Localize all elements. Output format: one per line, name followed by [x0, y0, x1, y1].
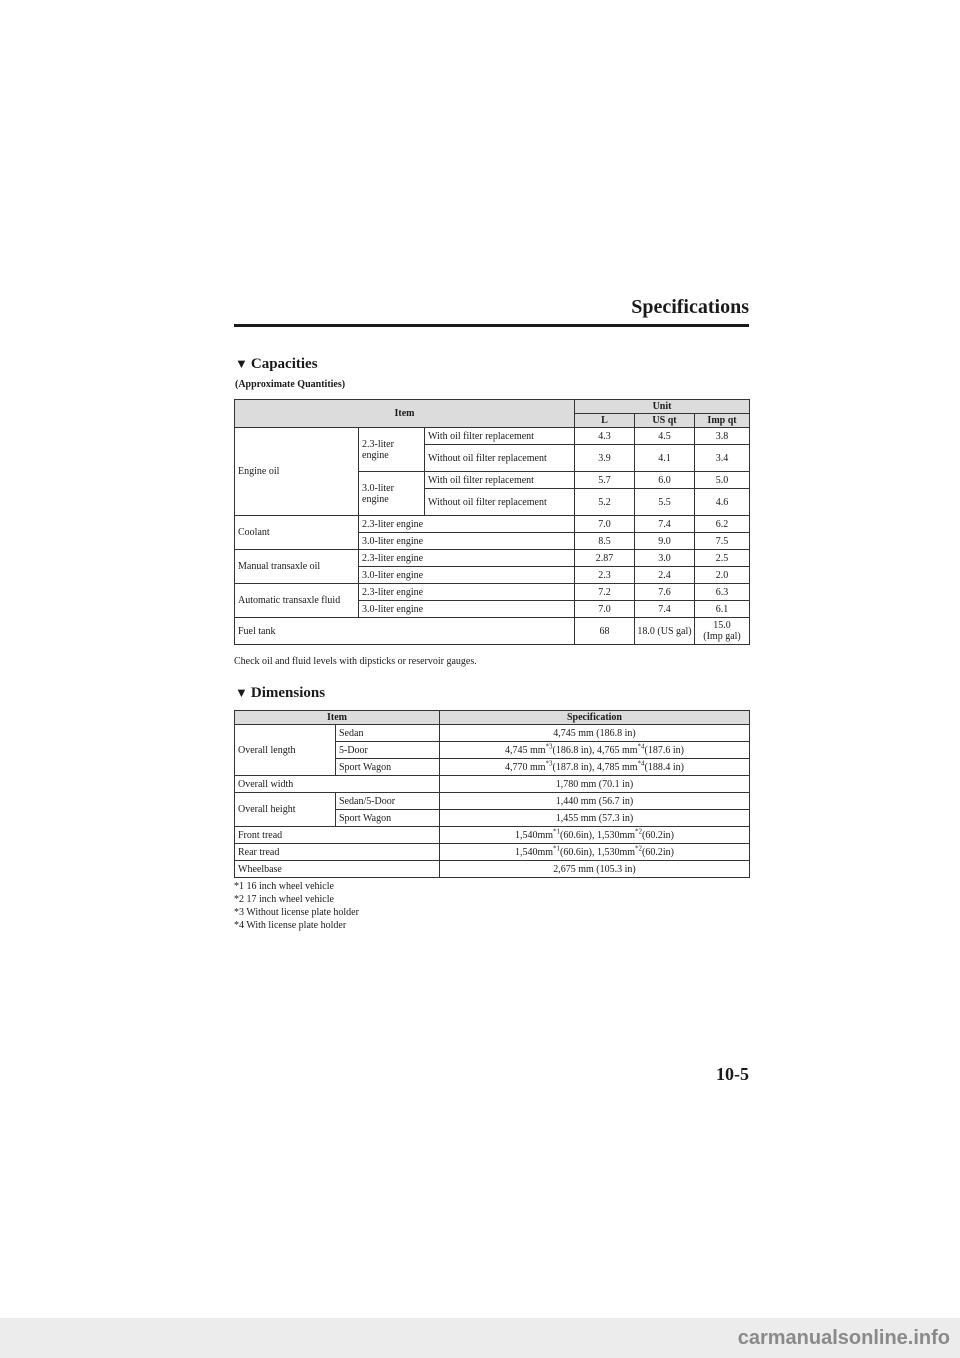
- automatic-transaxle-label: Automatic transaxle fluid: [235, 584, 359, 618]
- overall-height-label: Overall height: [235, 793, 336, 827]
- table-row: [235, 844, 750, 861]
- overall-width-label: Overall width: [235, 776, 440, 793]
- spec-text: 1,540mm: [514, 846, 554, 858]
- spec-value: [440, 742, 750, 759]
- table-row: [235, 516, 750, 533]
- spec-text: 1,540mm: [514, 829, 554, 841]
- capacities-note: Check oil and fluid levels with dipsticks or reservoir gauges.: [234, 656, 477, 667]
- value-cell: 68: [575, 618, 635, 645]
- specification-header: Specification: [440, 711, 750, 725]
- footnote-ref: *4: [637, 759, 645, 768]
- engine-variant-label: 2.3-liter engine: [359, 550, 575, 567]
- unit-l-header: L: [575, 414, 635, 428]
- value-cell: 4.3: [575, 428, 635, 445]
- value-cell: 5.5: [635, 489, 695, 516]
- footnote: *4 With license plate holder: [234, 920, 347, 931]
- dimensions-header-row: [235, 711, 750, 725]
- overall-length-label: Overall length: [235, 725, 336, 776]
- value-cell: 3.0: [635, 550, 695, 567]
- value-cell: 9.0: [635, 533, 695, 550]
- variant-label: Sedan: [336, 725, 440, 742]
- footnote-ref: *1: [553, 844, 561, 853]
- capacities-table: [234, 399, 750, 645]
- spec-text: (188.4 in): [644, 761, 684, 773]
- table-row: [235, 550, 750, 567]
- dimensions-heading-text: Dimensions: [250, 685, 326, 701]
- spec-text: 4,770 mm: [504, 761, 546, 773]
- unit-header: Unit: [575, 400, 750, 414]
- front-tread-label: Front tread: [235, 827, 440, 844]
- footnote-ref: *2: [635, 844, 643, 853]
- coolant-label: Coolant: [235, 516, 359, 550]
- spec-value: 1,780 mm (70.1 in): [440, 776, 750, 793]
- fuel-imp-unit: (Imp gal): [703, 631, 741, 642]
- without-filter-label: Without oil filter replacement: [425, 489, 575, 516]
- value-cell: 6.1: [695, 601, 750, 618]
- spec-text: (60.6in), 1,530mm: [560, 829, 636, 841]
- engine-variant-label: 3.0-liter engine: [359, 533, 575, 550]
- footnote-ref: *4: [637, 742, 645, 751]
- value-cell: 2.3: [575, 567, 635, 584]
- watermark[interactable]: [0, 1318, 960, 1358]
- footnote-ref: *1: [553, 827, 561, 836]
- item-header: Item: [235, 711, 440, 725]
- without-filter-label: Without oil filter replacement: [425, 445, 575, 472]
- value-cell: 7.0: [575, 516, 635, 533]
- footnote: *2 17 inch wheel vehicle: [234, 894, 334, 905]
- engine-variant-label: 3.0-liter engine: [359, 601, 575, 618]
- value-cell: 6.2: [695, 516, 750, 533]
- variant-label: 5-Door: [336, 742, 440, 759]
- value-cell: 7.6: [635, 584, 695, 601]
- spec-value: [440, 827, 750, 844]
- value-cell: 3.4: [695, 445, 750, 472]
- spec-text: (60.2in): [642, 829, 674, 841]
- value-cell: 2.4: [635, 567, 695, 584]
- value-cell: 6.3: [695, 584, 750, 601]
- value-cell: 3.9: [575, 445, 635, 472]
- value-cell: 7.4: [635, 516, 695, 533]
- wheelbase-label: Wheelbase: [235, 861, 440, 878]
- table-row: [235, 618, 750, 645]
- capacities-heading: [235, 355, 318, 373]
- engine-oil-label: Engine oil: [235, 428, 359, 516]
- value-cell: 2.87: [575, 550, 635, 567]
- table-row: [235, 428, 750, 445]
- value-cell: 18.0 (US gal): [635, 618, 695, 645]
- value-cell: 2.5: [695, 550, 750, 567]
- spec-value: 2,675 mm (105.3 in): [440, 861, 750, 878]
- table-row: [235, 861, 750, 878]
- value-cell: 5.7: [575, 472, 635, 489]
- triangle-down-icon: ▼: [235, 685, 248, 700]
- spec-text: (187.8 in), 4,785 mm: [552, 761, 638, 773]
- spec-value: 1,455 mm (57.3 in): [440, 810, 750, 827]
- spec-text: 4,745 mm: [504, 744, 546, 756]
- table-row: [235, 725, 750, 742]
- table-row: [235, 827, 750, 844]
- table-row: [235, 584, 750, 601]
- header-rule: [234, 324, 749, 327]
- engine-23-label: 2.3-liter engine: [359, 428, 425, 472]
- engine-variant-label: 3.0-liter engine: [359, 567, 575, 584]
- value-cell: 3.8: [695, 428, 750, 445]
- value-cell: 8.5: [575, 533, 635, 550]
- value-cell: 2.0: [695, 567, 750, 584]
- value-cell: 5.0: [695, 472, 750, 489]
- spec-value: [440, 844, 750, 861]
- variant-label: Sedan/5-Door: [336, 793, 440, 810]
- value-cell: 4.5: [635, 428, 695, 445]
- value-cell: 7.4: [635, 601, 695, 618]
- engine-variant-label: 2.3-liter engine: [359, 516, 575, 533]
- value-cell: 7.2: [575, 584, 635, 601]
- table-row: [235, 776, 750, 793]
- dimensions-table: [234, 710, 750, 878]
- spec-value: 4,745 mm (186.8 in): [440, 725, 750, 742]
- unit-usqt-header: US qt: [635, 414, 695, 428]
- value-cell: 6.0: [635, 472, 695, 489]
- chapter-title: Specifications: [631, 296, 749, 318]
- page-number: 10-5: [716, 1064, 749, 1084]
- with-filter-label: With oil filter replacement: [425, 472, 575, 489]
- variant-label: Sport Wagon: [336, 810, 440, 827]
- triangle-down-icon: ▼: [235, 356, 248, 371]
- value-cell: 7.5: [695, 533, 750, 550]
- footnote: *1 16 inch wheel vehicle: [234, 881, 334, 892]
- variant-label: Sport Wagon: [336, 759, 440, 776]
- approximate-note: (Approximate Quantities): [235, 379, 346, 390]
- value-cell: 4.6: [695, 489, 750, 516]
- unit-impqt-header: Imp qt: [695, 414, 750, 428]
- dimensions-heading: [235, 684, 325, 702]
- with-filter-label: With oil filter replacement: [425, 428, 575, 445]
- fuel-imp-value: 15.0: [713, 620, 731, 631]
- spec-text: (186.8 in), 4,765 mm: [552, 744, 638, 756]
- manual-transaxle-label: Manual transaxle oil: [235, 550, 359, 584]
- engine-30-label: 3.0-liter engine: [359, 472, 425, 516]
- spec-text: (60.6in), 1,530mm: [560, 846, 636, 858]
- footnote-ref: *2: [635, 827, 643, 836]
- rear-tread-label: Rear tread: [235, 844, 440, 861]
- footnote-ref: *3: [545, 742, 553, 751]
- spec-value: 1,440 mm (56.7 in): [440, 793, 750, 810]
- engine-variant-label: 2.3-liter engine: [359, 584, 575, 601]
- watermark-text[interactable]: carmanualsonline.info: [737, 1327, 950, 1349]
- value-cell: 7.0: [575, 601, 635, 618]
- footnotes: [234, 880, 359, 932]
- capacities-heading-text: Capacities: [250, 356, 318, 372]
- capacities-header-row: [235, 400, 750, 414]
- spec-text: (60.2in): [642, 846, 674, 858]
- footnote: *3 Without license plate holder: [234, 907, 359, 918]
- value-cell: [695, 618, 750, 645]
- value-cell: 4.1: [635, 445, 695, 472]
- table-row: [235, 793, 750, 810]
- spec-text: (187.6 in): [644, 744, 684, 756]
- spec-value: [440, 759, 750, 776]
- fuel-tank-label: Fuel tank: [235, 618, 575, 645]
- value-cell: 5.2: [575, 489, 635, 516]
- item-header: Item: [235, 400, 575, 428]
- footnote-ref: *3: [545, 759, 553, 768]
